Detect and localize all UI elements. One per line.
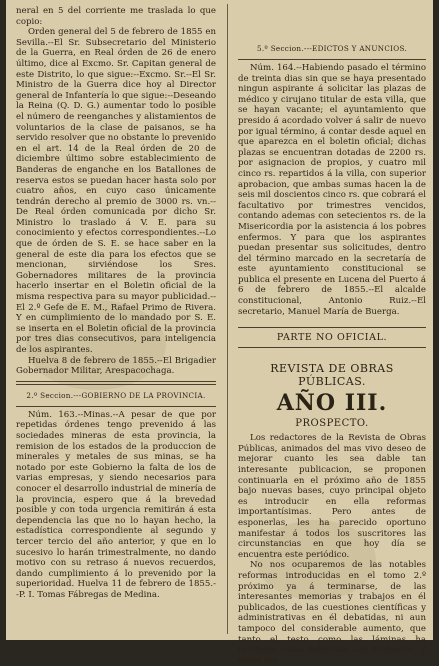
divider <box>16 406 216 407</box>
divider <box>16 381 216 385</box>
paragraph-intro: neral en 5 del corriente me traslada lo que copio: <box>16 6 216 27</box>
review-title: REVISTA DE OBRAS PÚBLICAS. <box>270 362 394 389</box>
left-column <box>16 0 216 640</box>
paragraph-prospectus-2: No nos ocuparemos de las notables reformas introducidas en el tomo 2.º próximo ya á terminarse, de las interesantes memorias y trabajos en él publicados, de las cuestiones científicas y administrativas en él debatidas, ni aun tampoco del considerable aumento, que tanto el testo como las láminas ha recibido; estas reformas son evidentes, y todos los <box>238 560 426 666</box>
paragraph-minas: Núm. 163.--Minas.--A pesar de que por repetidas órdenes tengo prevenido á las sociedades mineras de esta provincia, la remision de los estados de la produccion de minerales y metales de sus minas, se ha notado por este Gobierno la falta de los de varias empresas, y siendo necesarios para conocer el desarrollo industrial de minería de la provincia, espero que á la brevedad posible y con toda urgencia remitirán á esta dependencia las que no lo hayan hecho, la estadística correspondiente al segundo y tercer tercio del año anterior, y que en lo sucesivo lo harán trimestralmente, no dando motivo con su retraso á nuevos recuerdos, dando cumplimiento á lo prevenido por la superioridad. Huelva 11 de febrero de 1855.--P. I. Tomas Fábregas de Medina. <box>16 409 216 600</box>
prospectus-heading: PROSPECTO. <box>295 418 369 430</box>
right-column <box>238 0 426 666</box>
section-heading-edictos: 5.º Seccion.---EDICTOS Y ANUNCIOS. <box>256 44 408 53</box>
paragraph-edicto: Núm. 164.--Habiendo pasado el término de treinta dias sin que se haya presentado ningun aspirante á solicitar las plazas de médico y cirujano titular de esta villa, que se hayan vacante; el ayuntamiento que presido á acordado volver á salir de nuevo por igual término, á contar desde aquel en que aparezca en el boletin oficial; dichas plazas se encuentran dotadas de 2200 rs. por asignacion de propios, y cuatro mil cinco rs. repartidos á la villa, con superior aprobacion, que ambas sumas hacen la de seis mil doscientos cinco rs. que cobrará el facultativo por trimestres vencidos, contando ademas con setecientos rs. de la Misericordia por la asistencia á los pobres enfermos. Y para que los aspirantes puedan presentar sus solicitudes, dentro del término marcado en la secretaría de este ayuntamiento constitucional se publica el presente en Lucena del Puerto á 6 de febrero de 1855.--El alcalde constitucional, Antonio Ruiz.--El secretario, Manuel María de Buerga. <box>238 63 426 317</box>
newspaper-page <box>6 0 433 666</box>
part-header: PARTE NO OFICIAL. <box>238 327 426 348</box>
column-rule <box>227 4 228 634</box>
divider <box>238 59 426 60</box>
paragraph-signature-huelva: Huelva 8 de febrero de 1855.--El Brigadier Gobernador Militar, Arespacochaga. <box>16 355 216 377</box>
review-year: AÑO III. <box>276 390 388 417</box>
section-heading-gobierno: 2.º Seccion.---GOBIERNO DE LA PROVINCIA. <box>26 390 206 400</box>
paragraph-general-order: Orden general del 5 de febrero de 1855 en Sevilla.--El Sr. Subsecretario del Ministerio de la Guerra, en Real órden de 26 de enero último, dice al Excmo. Sr. Capitan general de este Distrito, lo que sigue:--Excmo. Sr.--El Sr. Ministro de la Guerra dice hoy al Director general de Infantería lo que sigue:--Deseando la Reina (Q. D. G.) aumentar todo lo posible el número de reenganches y alistamientos de voluntarios de la clase de paisanos, se ha servido resolver que no obstante lo prevenido en el art. 14 de la Real órden de 20 de diciembre último sobre establecimiento de Banderas de enganche en los Batallones de reserva estos se puedan hacer hasta solo por cuatro años, en cuyo caso únicamente tendrán derecho al premio de 3000 rs. vn.--De Real órden comunicada por dicho Sr. Ministro lo traslado á V. E. para su conocimiento y efectos correspondientes.--Lo que de órden de S. E. se hace saber en la general de este dia para los efectos que se mencionan, sirviéndose los Sres. Gobernadores militares de la provincia hacerlo insertar en el Boletin oficial de la misma respectiva para su mayor publicidad.--El 2.º Gefe de E. M., Rafael Primo de Rivera. Y en cumplimiento de lo mandado por S. E. se inserta en el Boletin oficial de la provincia por tres dias consecutivos, para inteligencia de los aspirantes. <box>16 27 216 355</box>
paragraph-prospectus-1: Los redactores de la Revista de Obras Públicas, animados del mas vivo deseo de mejorar cuanto les sea dable tan interesante publicacion, se proponen continuarla en el próximo año de 1855 bajo nuevas bases, cuyo principal objeto es introducir en ella reformas importantísimas. Pero antes de esponerlas, les ha parecido oportuno manifestar á todos los suscritores las circunstancias en que hoy día se encuentra este periódico. <box>238 433 426 560</box>
